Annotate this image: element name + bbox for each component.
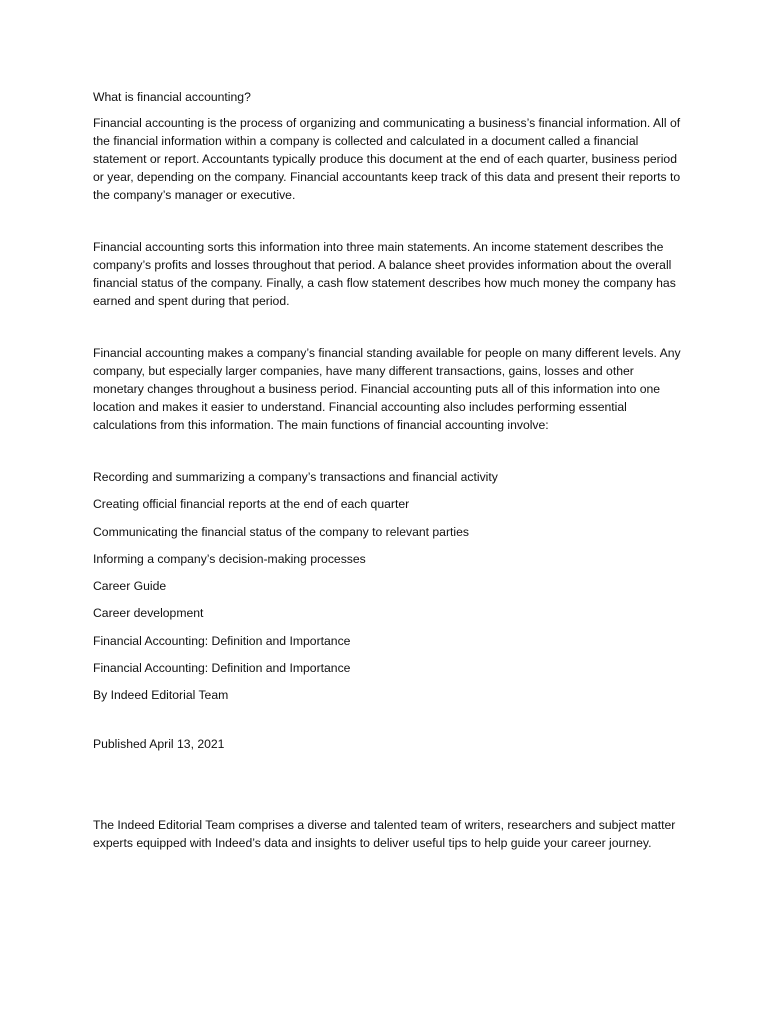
document-page xyxy=(93,88,683,852)
document-title: What is financial accounting? xyxy=(93,90,251,104)
paragraph-functions: Financial accounting makes a company’s financial standing available for people on many different levels. Any company, but especially larger companies, have many different transactions, gains, losses and other monetary changes throughout a business period. Financial accounting puts all of this information into one location and makes it easier to understand. Financial accounting also includes performing essential calculations from this information. The main functions of financial accounting involve: xyxy=(93,346,681,432)
paragraph-about: The Indeed Editorial Team comprises a diverse and talented team of writers, researchers and subject matter experts equipped with Indeed’s data and insights to deliver useful tips to help guide your career journey. xyxy=(93,818,676,851)
list-item: Creating official financial reports at the end of each quarter xyxy=(93,497,410,512)
list-item: Communicating the financial status of the company to relevant parties xyxy=(93,524,469,539)
list-item: Financial Accounting: Definition and Importance xyxy=(93,633,351,648)
paragraph-statements: Financial accounting sorts this information into three main statements. An income statement describes the company’s profits and losses throughout that period. A balance sheet provides information about the overall financial status of the company. Finally, a cash flow statement describes how much money the company has earned and spent during that period. xyxy=(93,240,676,308)
list-item: Career development xyxy=(93,606,204,621)
list-item: Recording and summarizing a company’s transactions and financial activity xyxy=(93,470,498,484)
paragraph-intro: Financial accounting is the process of organizing and communicating a business’s financial information. All of the financial information within a company is collected and calculated in a document called a financial statement or report. Accountants typically produce this document at the end of each quarter, business period or year, depending on the company. Financial accountants keep track of this data and present their reports to the company’s manager or executive. xyxy=(93,116,681,202)
list-item: Financial Accounting: Definition and Importance xyxy=(93,661,351,676)
list-item: Informing a company’s decision-making processes xyxy=(93,551,366,566)
byline: By Indeed Editorial Team xyxy=(93,688,229,703)
list-item: Career Guide xyxy=(93,579,167,594)
published-date: Published April 13, 2021 xyxy=(93,737,225,752)
